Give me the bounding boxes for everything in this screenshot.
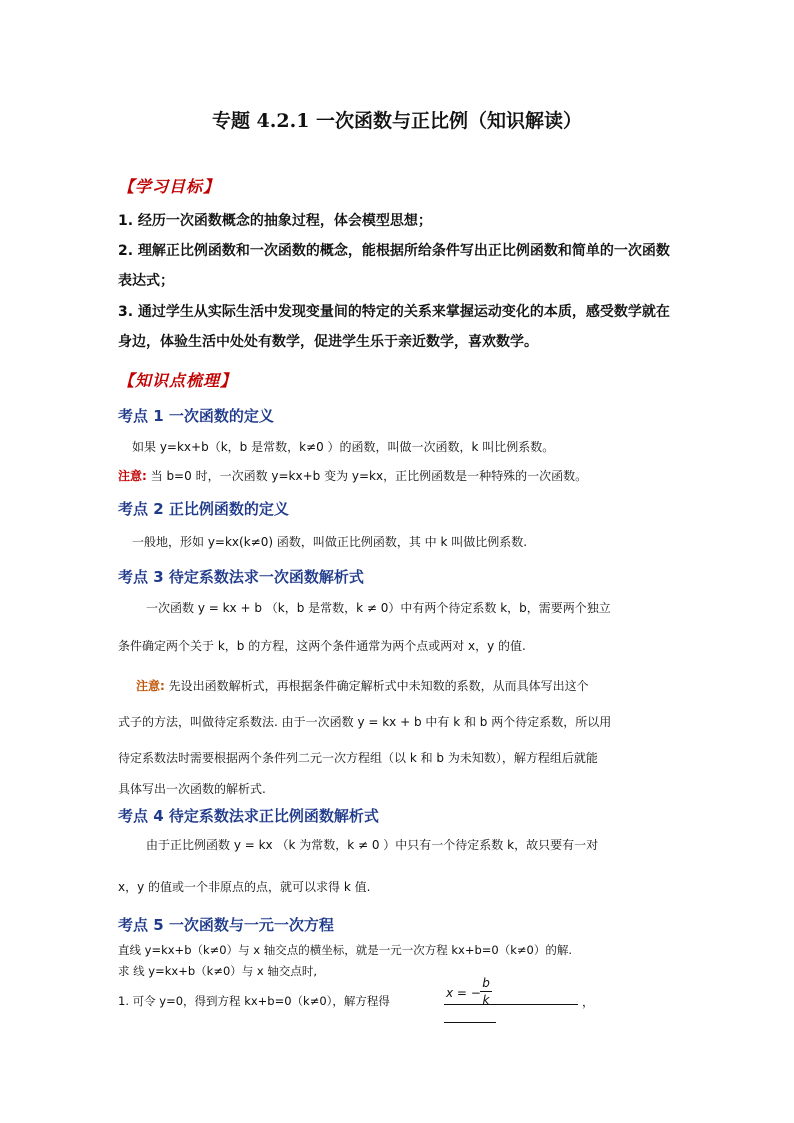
answer-blank — [444, 976, 578, 1008]
kp3-note-line4: 具体写出一次函数的解析式. — [118, 782, 266, 796]
kp5-line2: 求 线 y=kx+b（k≠0）与 x 轴交点时, — [118, 964, 318, 978]
kp4-line1: 由于正比例函数 y = kx （k 为常数，k ≠ 0 ）中只有一个待定系数 k，故只要有一对 — [146, 838, 599, 852]
kp4-heading: 考点 4 待定系数法求正比例函数解析式 — [118, 807, 379, 825]
kp3-note-line2: 式子的方法，叫做待定系数法. 由于一次函数 y = kx + b 中有 k 和 b 两个待定系数，所以用 — [118, 715, 612, 729]
kp1-heading: 考点 1 一次函数的定义 — [118, 407, 274, 425]
goal-item: 3. 通过学生从实际生活中发现变量间的特定的关系来掌握运动变化的本质，感受数学就在 — [118, 304, 670, 320]
answer-fraction — [480, 976, 492, 1007]
kp5-heading: 考点 5 一次函数与一元一次方程 — [118, 916, 334, 934]
goal-item: 2. 理解正比例函数和一次函数的概念，能根据所给条件写出正比例函数和简单的一次函数 — [118, 243, 670, 259]
points-header: 【知识点梳理】 — [118, 371, 238, 390]
fraction-bar — [480, 991, 492, 992]
answer-comma: ， — [582, 995, 595, 1009]
kp3-note-line3: 待定系数法时需要根据两个条件列二元一次方程组（以 k 和 b 为未知数），解方程组后就能 — [118, 751, 598, 765]
kp1-note — [118, 467, 587, 484]
note-text: 当 b=0 时，一次函数 y=kx+b 变为 y=kx，正比例函数是一种特殊的一次函数。 — [146, 469, 588, 483]
note-label: 注意: — [118, 469, 147, 483]
note-text: 先设出函数解析式，再根据条件确定解析式中未知数的系数，从而具体写出这个 — [164, 679, 589, 693]
fraction-numerator: b — [482, 976, 490, 990]
goal-item: 1. 经历一次函数概念的抽象过程，体会模型思想； — [118, 213, 432, 229]
note-label: 注意: — [136, 679, 165, 693]
kp1-text: 如果 y=kx+b（k，b 是常数，k≠0 ）的函数，叫做一次函数，k 叫比例系数。 — [132, 440, 555, 454]
goals-header: 【学习目标】 — [118, 177, 221, 196]
page-title: 专题 4.2.1 一次函数与正比例（知识解读） — [211, 110, 583, 132]
kp3-line1: 一次函数 y = kx + b （k，b 是常数，k ≠ 0）中有两个待定系数 k，b，需要两个独立 — [146, 601, 611, 615]
goal-item-continued: 身边，体验生活中处处有数学，促进学生乐于亲近数学，喜欢数学。 — [118, 334, 538, 350]
answer-lhs: x = − — [446, 986, 481, 1000]
answer-lower-rule — [444, 1022, 496, 1023]
goal-item-continued: 表达式； — [118, 273, 174, 289]
kp3-note-line1 — [136, 677, 589, 694]
kp5-line3: 1. 可令 y=0，得到方程 kx+b=0（k≠0），解方程得 — [118, 994, 390, 1008]
kp3-heading: 考点 3 待定系数法求一次函数解析式 — [118, 568, 364, 586]
kp2-heading: 考点 2 正比例函数的定义 — [118, 500, 289, 518]
kp4-line2: x，y 的值或一个非原点的点，就可以求得 k 值. — [118, 880, 371, 894]
fraction-denominator: k — [482, 993, 490, 1007]
kp3-line2: 条件确定两个关于 k，b 的方程，这两个条件通常为两个点或两对 x，y 的值. — [118, 639, 526, 653]
answer-underline — [444, 976, 578, 1007]
kp5-line1: 直线 y=kx+b（k≠0）与 x 轴交点的横坐标，就是一元一次方程 kx+b=0（k≠0）的解. — [118, 943, 572, 957]
kp2-text: 一般地，形如 y=kx(k≠0) 函数，叫做正比例函数，其 中 k 叫做比例系数. — [132, 535, 528, 549]
